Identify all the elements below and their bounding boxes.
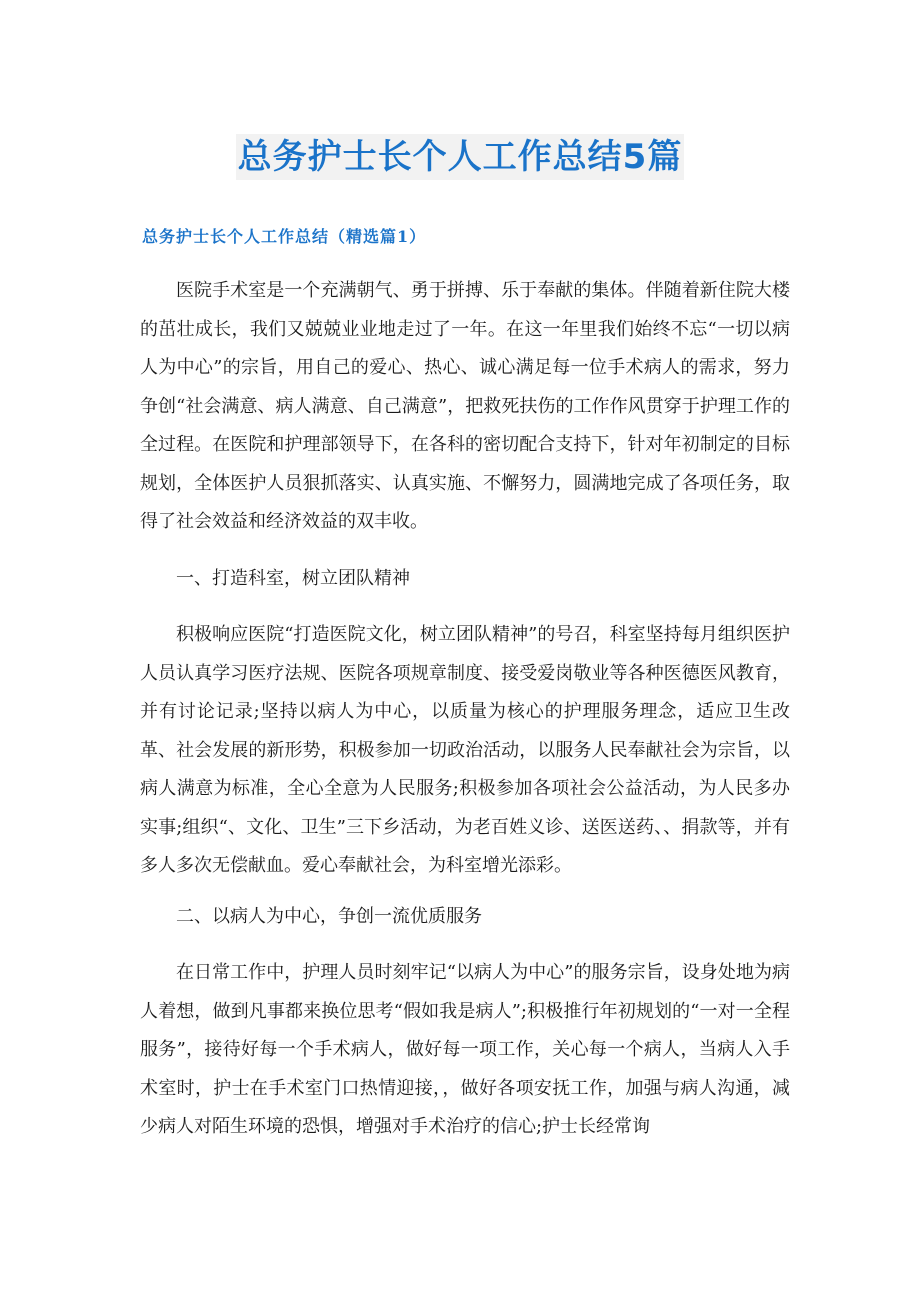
subheading-patient-service: 二、以病人为中心，争创一流优质服务 — [176, 906, 482, 927]
paragraph-team-spirit: 积极响应医院“打造医院文化，树立团队精神”的号召，科室坚持每月组织医护人员认真学习医疗法规、医院各项规章制度、接受爱岗敬业等各种医德医风教育，并有讨论记录;坚持以病人为中心，以质量为核心的护理服务理念，适应卫生改革、社会发展的新形势，积极参加一切政治活动，以服务人民奉献社会为宗旨，以病人满意为标准，全心全意为人民服务;积极参加各项社会公益活动，为人民多办实事;组织“、文化、卫生”三下乡活动，为老百姓义诊、送医送药、、捐款等，并有多人多次无偿献血。爱心奉献社会，为科室增光添彩。 — [140, 624, 790, 876]
subheading-2-block — [140, 898, 790, 937]
section-heading: 总务护士长个人工作总结（精选篇1） — [142, 227, 427, 246]
paragraph-team-spirit-block — [140, 616, 790, 886]
paragraph-patient-service: 在日常工作中，护理人员时刻牢记“以病人为中心”的服务宗旨，设身处地为病人着想，做到凡事都来换位思考“假如我是病人”;积极推行年初规划的“一对一全程服务”，接待好每一个手术病人，做好每一项工作，关心每一个病人，当病人入手术室时，护士在手术室门口热情迎接，，做好各项安抚工作，加强与病人沟通，减少病人对陌生环境的恐惧，增强对手术治疗的信心;护士长经常询 — [140, 962, 790, 1137]
paragraph-intro-block — [140, 272, 790, 542]
paragraph-intro: 医院手术室是一个充满朝气、勇于拼搏、乐于奉献的集体。伴随着新住院大楼的茁壮成长，我们又兢兢业业地走过了一年。在这一年里我们始终不忘“一切以病人为中心”的宗旨，用自己的爱心、热心、诚心满足每一位手术病人的需求，努力争创“社会满意、病人满意、自己满意”，把救死扶伤的工作作风贯穿于护理工作的全过程。在医院和护理部领导下，在各科的密切配合支持下，针对年初制定的目标规划，全体医护人员狠抓落实、认真实施、不懈努力，圆满地完成了各项任务，取得了社会效益和经济效益的双丰收。 — [140, 280, 790, 532]
subheading-1-block — [140, 560, 790, 599]
document-title: 总务护士长个人工作总结5篇 — [236, 134, 685, 180]
document-title-container — [0, 134, 920, 180]
paragraph-patient-service-block — [140, 954, 790, 1147]
subheading-team-spirit: 一、打造科室，树立团队精神 — [176, 568, 410, 589]
